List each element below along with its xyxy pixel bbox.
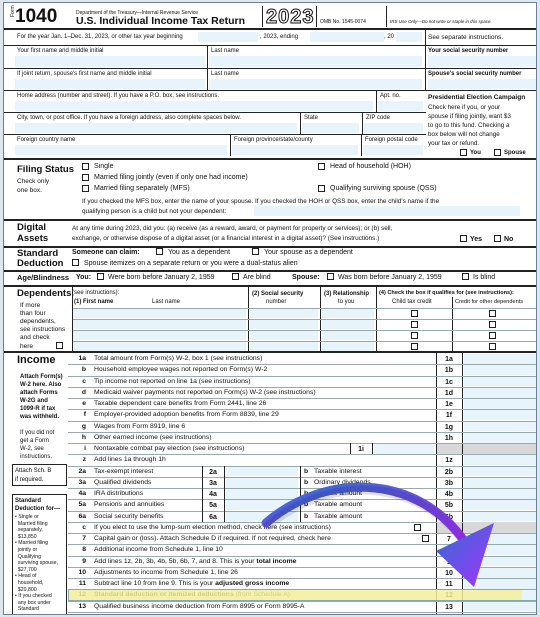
income-side-note: Attach Form(s) — [20, 374, 63, 380]
std-side-item: surviving spouse, — [15, 560, 58, 567]
line-box-label: 1b — [444, 367, 454, 375]
line-number: f — [83, 411, 86, 419]
mfj-label: Married filing jointly (even if only one had income) — [94, 174, 248, 181]
mfs-label: Married filing separately (MFS) — [94, 185, 190, 192]
digital-question-2: exchange, or otherwise dispose of a digital asset (or a financial interest in a digital asset)? (See instructions.) — [72, 235, 380, 242]
taxable-label: Ordinary dividends — [314, 478, 371, 486]
income-title: Income — [17, 354, 56, 366]
filing-status-sub-2: one box. — [17, 187, 42, 194]
digital-no-label: No — [504, 236, 514, 243]
age-spouse-label: Spouse: — [292, 274, 320, 281]
age-you-label: You: — [76, 274, 92, 281]
line-box-label: 10 — [445, 569, 453, 577]
attach-sch-b-1: Attach Sch. B — [15, 468, 52, 474]
taxable-label: Taxable amount — [314, 490, 362, 497]
digital-yes-label: Yes — [470, 236, 483, 243]
sub-box-label: 4a — [209, 491, 217, 498]
pec-text-3: to go to this fund. Checking a — [428, 122, 510, 129]
std-side-item: household, — [15, 580, 44, 586]
qss-label: Qualifying surviving spouse (QSS) — [330, 185, 437, 192]
taxable-prefix: b — [304, 467, 309, 475]
pec-title: Presidential Election Campaign — [428, 94, 526, 101]
line-number: b — [81, 366, 86, 374]
someone-can-claim: Someone can claim: — [72, 249, 140, 256]
sub-box-label: 3a — [209, 479, 217, 487]
dependents-side-1: If more — [20, 302, 41, 309]
std-side-item: Qualifying — [15, 553, 41, 560]
sub-box-label: 2a — [209, 468, 217, 476]
dep-col-first-name: (1) First name — [74, 299, 114, 305]
income-side-note: If you did not — [20, 430, 55, 436]
std-side-item: • Head of — [15, 573, 37, 580]
city-label: City, town, or post office. If you have a foreign address, also complete spaces below. — [17, 115, 241, 121]
age-blindness-title: Age/Blindness — [17, 273, 70, 282]
standard-deduction-title-1: Standard — [17, 248, 59, 259]
taxable-prefix: b — [304, 512, 309, 520]
line-number: 11 — [78, 580, 86, 587]
line-description-text: Household employee wages not reported on Form(s) W-2 — [94, 366, 268, 374]
dep-col-ctc: Child tax credit — [392, 299, 432, 305]
dependents-side-4: see instructions — [20, 326, 66, 333]
line-box-label: 1c — [445, 378, 453, 386]
spouse-first-name-label: If joint return, spouse's first name and middle initial — [17, 71, 152, 77]
pec-text-4: box below will not change — [428, 131, 500, 138]
line-description-bold: total income — [256, 557, 297, 565]
line-box-label: 5b — [444, 502, 454, 510]
tax-period-label: For the year Jan. 1–Dec. 31, 2023, or other tax year beginning — [17, 34, 183, 40]
blind-you-label: Are blind — [243, 274, 271, 281]
dep-col-last-name: Last name — [152, 299, 181, 305]
line-box-label: 6b — [444, 513, 454, 521]
line-number: 2a — [78, 467, 86, 475]
dep-col-ssn-2: number — [266, 299, 287, 305]
line-box-label: 7 — [447, 536, 451, 543]
form-number: 1040 — [15, 6, 58, 27]
line-number: c — [82, 523, 86, 531]
digital-assets-title-1: Digital — [17, 222, 47, 233]
line-description-text: Add lines 1z, 2b, 3b, 4b, 5b, 6b, 7, and 8. This is your — [94, 557, 257, 565]
income-side-note: W-2, see — [20, 446, 44, 452]
form-title: U.S. Individual Income Tax Return — [76, 15, 245, 27]
pec-text-2: spouse if filing jointly, want $3 — [428, 113, 511, 120]
taxable-label: Taxable amount — [314, 501, 362, 509]
state-label: State — [304, 115, 319, 121]
std-side-item: $13,850 — [15, 533, 37, 540]
dependent-spouse-label: Your spouse as a dependent — [264, 249, 353, 256]
arrow-head — [436, 523, 494, 587]
line-description-text: Tax-exempt interest — [94, 467, 154, 475]
line-description-text: Additional income from Schedule 1, line 10 — [94, 546, 223, 554]
blind-spouse-label: Is blind — [473, 274, 496, 281]
std-side-item: • Single or — [15, 514, 39, 520]
digital-assets-title-2: Assets — [17, 233, 49, 244]
line-box-label: 1a — [445, 356, 453, 363]
line-description-text: If you elect to use the lump-sum election method, check here (see instructions) — [94, 523, 331, 531]
pec-you-label: You — [470, 150, 481, 156]
std-side-title-1: Standard — [15, 498, 42, 504]
foreign-province-label: Foreign province/state/county — [234, 137, 313, 143]
dependents-side-5: and check — [20, 334, 50, 341]
irs-use-only: IRS Use Only—Do not write or staple in this space. — [390, 19, 492, 24]
tax-year: 2023 — [266, 6, 315, 28]
line-number: 1a — [78, 355, 86, 362]
pec-text-5: your tax or refund. — [428, 140, 480, 147]
line-description-text: Subtract line 10 from line 9. This is your — [94, 580, 216, 587]
taxable-label: Taxable interest — [314, 467, 362, 475]
income-side-note: W-2G and — [20, 398, 48, 404]
line-number: 6a — [78, 512, 86, 520]
spouse-last-name-label: Last name — [211, 71, 240, 77]
filing-status-title: Filing Status — [17, 164, 74, 175]
std-side-item: • Married filing — [15, 540, 48, 547]
department-text: Department of the Treasury—Internal Revenue Service — [76, 10, 199, 16]
filing-note-1: If you checked the MFS box, enter the name of your spouse. If you checked the HOH or QSS box, enter the child's name if the — [82, 198, 440, 205]
line-number: 3a — [78, 478, 86, 486]
first-name-label: Your first name and middle initial — [17, 48, 104, 54]
line-description-text: Taxable dependent care benefits from Form 2441, line 26 — [94, 400, 267, 407]
line-number: 4a — [78, 490, 86, 497]
dependents-side-6: here — [20, 343, 34, 350]
standard-deduction-title-2: Deduction — [17, 258, 64, 269]
line-description-text: Qualified dividends — [94, 478, 152, 486]
line-description-text: Tip income not reported on line 1a (see instructions) — [94, 377, 251, 385]
form-word: Form — [10, 5, 16, 17]
line-box-label: 1f — [445, 412, 453, 420]
line-description-text: Social security benefits — [94, 512, 164, 520]
line-description-bold: adjusted gross income — [215, 580, 290, 587]
born-before-spouse-label: Was born before January 2, 1959 — [338, 274, 442, 281]
line-1i-box-label: 1i — [358, 446, 364, 453]
born-before-you-label: Were born before January 2, 1959 — [108, 274, 215, 281]
line-number: 8 — [82, 546, 86, 554]
omb-number: OMB No. 1545-0074 — [320, 19, 366, 25]
foreign-country-label: Foreign country name — [17, 137, 76, 143]
pointer-arrow — [4, 3, 537, 615]
sub-box-label: 6a — [209, 513, 217, 521]
std-side-item: jointly or — [15, 547, 38, 553]
digital-question-1: At any time during 2023, did you: (a) receive (as a reward, award, or payment for property or services); or (b) sell, — [72, 225, 393, 232]
zip-label: ZIP code — [366, 115, 390, 121]
std-side-title-2: Deduction for— — [15, 506, 60, 512]
apt-label: Apt. no. — [380, 93, 401, 99]
line-box-label: 1e — [445, 401, 453, 408]
income-side-note: 1099-R if tax — [20, 406, 56, 412]
line-description-text: Medicaid waiver payments not reported on Form(s) W-2 (see instructions) — [94, 388, 316, 396]
dep-col-relationship-2: to you — [338, 299, 355, 305]
line-number: 13 — [78, 602, 86, 610]
line-box-label: 1g — [444, 423, 454, 431]
std-side-item: $20,800 — [15, 586, 37, 593]
line-box-label: 1h — [444, 434, 454, 442]
taxable-prefix: b — [304, 501, 309, 509]
line-description-text: Qualified business income deduction from Form 8995 or Form 8995-A — [94, 602, 305, 610]
dependent-you-label: You as a dependent — [168, 249, 231, 256]
line-box-label: 11 — [445, 581, 453, 588]
dependents-title: Dependents — [17, 288, 72, 299]
line-box-label: 2b — [444, 468, 454, 476]
dependents-side-2: than four — [20, 310, 46, 317]
pec-text-1: Check here if you, or your — [428, 104, 501, 111]
line-box-label: 1d — [444, 389, 454, 397]
filing-note-2: qualifying person is a child but not your dependent: — [82, 208, 227, 215]
income-side-note: W-2 here. Also — [20, 382, 62, 388]
line-description-text: Wages from Form 8919, line 6 — [94, 422, 186, 430]
last-name-label: Last name — [211, 48, 240, 54]
income-side-note: attach Forms — [20, 390, 58, 396]
line-box-label: 1z — [445, 457, 453, 465]
line-description-text: Other earned income (see instructions) — [94, 433, 212, 441]
foreign-postal-label: Foreign postal code — [365, 137, 418, 143]
dependents-see: (see instructions): — [72, 290, 120, 296]
income-side-note: was withheld. — [20, 414, 60, 420]
line-number: d — [81, 388, 86, 396]
taxable-label: Taxable amount — [314, 512, 362, 520]
line-number: 10 — [78, 568, 86, 576]
line-number: g — [81, 422, 86, 430]
std-side-item: • If you checked — [15, 593, 52, 600]
dep-col-ssn-1: (2) Social security — [252, 291, 304, 297]
line-description-text: Nontaxable combat pay election (see instructions) — [94, 445, 245, 452]
dependents-side-3: dependents, — [20, 318, 56, 325]
hoh-label: Head of household (HOH) — [330, 163, 411, 170]
std-side-item: any box under — [15, 599, 51, 606]
separate-instructions: See separate instructions. — [428, 34, 504, 41]
home-address-label: Home address (number and street). If you have a P.O. box, see instructions. — [17, 93, 219, 99]
line-number: e — [82, 400, 86, 407]
spouse-ssn-label: Spouse's social security number — [428, 71, 522, 77]
form-1040-page — [3, 2, 537, 615]
line-description-text: Adjustments to income from Schedule 1, line 26 — [94, 568, 238, 576]
line-number: h — [81, 433, 86, 441]
line-description-text: IRA distributions — [94, 490, 144, 497]
income-side-note: instructions. — [20, 454, 53, 460]
attach-sch-b-2: if required. — [15, 477, 44, 483]
line-number: c — [82, 377, 86, 385]
line-description-text: Employer-provided adoption benefits from Form 8839, line 29 — [94, 411, 279, 419]
line-number: 7 — [82, 535, 86, 542]
tax-period-ending: , 2023, ending — [260, 34, 299, 40]
line-description-text: Add lines 1a through 1h — [94, 456, 166, 464]
std-side-item: Married filing — [15, 520, 48, 527]
std-side-item: $27,700 — [15, 566, 37, 573]
tax-period-year: , 20 — [384, 34, 395, 40]
std-side-item: separately, — [15, 527, 43, 534]
line-box-label: 13 — [445, 603, 453, 611]
line-description-text: Capital gain or (loss). Attach Schedule D if required. If not required, check here — [94, 535, 331, 542]
taxable-prefix: b — [304, 490, 309, 497]
pec-spouse-label: Spouse — [504, 150, 526, 156]
dep-col-check: (4) Check the box if qualifies for (see instructions): — [379, 290, 514, 296]
line-box-label: 4b — [444, 491, 454, 498]
line-box-label: 3b — [444, 479, 454, 487]
dep-col-relationship-1: (3) Relationship — [324, 291, 370, 297]
taxable-prefix: b — [304, 478, 309, 486]
line-description-text: Pensions and annuities — [94, 501, 165, 509]
ssn-label: Your social security number — [428, 48, 509, 54]
line-number: i — [84, 445, 86, 452]
filing-status-sub-1: Check only — [17, 178, 50, 185]
single-label: Single — [94, 163, 114, 170]
spouse-itemizes-label: Spouse itemizes on a separate return or you were a dual-status alien — [84, 260, 298, 267]
line-number: z — [82, 456, 86, 464]
std-side-item: Standard — [15, 606, 39, 613]
line-number: 5a — [78, 501, 86, 509]
sub-box-label: 5a — [209, 502, 217, 510]
dep-col-odc: Credit for other dependents — [455, 299, 524, 305]
income-side-note: get a Form — [20, 438, 50, 444]
line-number: 9 — [82, 557, 86, 565]
line-description-text: Total amount from Form(s) W-2, box 1 (see instructions) — [94, 355, 263, 362]
